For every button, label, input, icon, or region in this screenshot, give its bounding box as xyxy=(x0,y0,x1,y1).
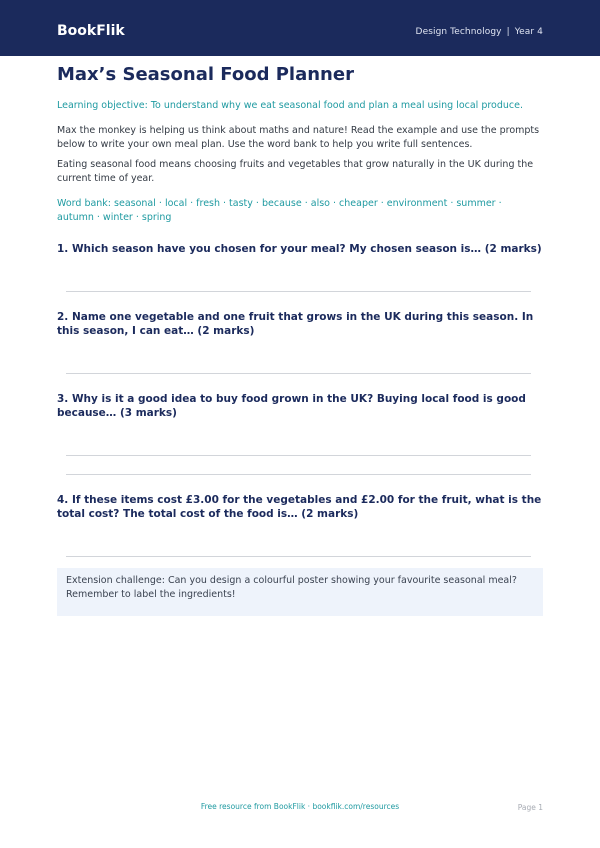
intro-paragraph-1: Max the monkey is helping us think about maths and nature! Read the example and use the prompts below to write your own meal plan. Use the word bank to help you write full sentences. xyxy=(57,125,540,150)
answer-line-4[interactable] xyxy=(66,556,531,557)
learning-objective: Learning objective: To understand why we eat seasonal food and plan a meal using local produce. xyxy=(57,100,524,111)
extension-box xyxy=(57,568,543,616)
footer-link[interactable]: Free resource from BookFlik · bookflik.com/resources xyxy=(200,802,400,811)
page-title: Max’s Seasonal Food Planner xyxy=(57,64,354,85)
word-bank: Word bank: seasonal · local · fresh · tasty · because · also · cheaper · environment · summer · autumn · winter · spring xyxy=(57,198,502,223)
question-4: 4. If these items cost £3.00 for the vegetables and £2.00 for the fruit, what is the total cost? The total cost of the food is… (2 marks) xyxy=(57,494,542,520)
page-number: Page 1 xyxy=(517,803,543,812)
header-subject-year xyxy=(416,27,543,37)
answer-line-3b[interactable] xyxy=(66,474,531,475)
brand-logo: BookFlik xyxy=(57,23,125,39)
header-separator: | xyxy=(506,27,510,37)
question-3: 3. Why is it a good idea to buy food grown in the UK? Buying local food is good because… (3 marks) xyxy=(57,393,526,419)
question-2: 2. Name one vegetable and one fruit that grows in the UK during this season. In this season, I can eat… (2 marks) xyxy=(57,311,534,337)
extension-text: Extension challenge: Can you design a colourful poster showing your favourite seasonal meal? Remember to label the ingredients! xyxy=(66,575,517,600)
header-bar xyxy=(0,0,600,56)
answer-line-1[interactable] xyxy=(66,291,531,292)
subject-label: Design Technology xyxy=(415,27,502,37)
question-1: 1. Which season have you chosen for your meal? My chosen season is… (2 marks) xyxy=(57,243,542,255)
answer-line-3a[interactable] xyxy=(66,455,531,456)
answer-line-2[interactable] xyxy=(66,373,531,374)
intro-paragraph-2: Eating seasonal food means choosing fruits and vegetables that grow naturally in the UK during the current time of year. xyxy=(57,159,534,184)
year-label: Year 4 xyxy=(514,27,543,37)
